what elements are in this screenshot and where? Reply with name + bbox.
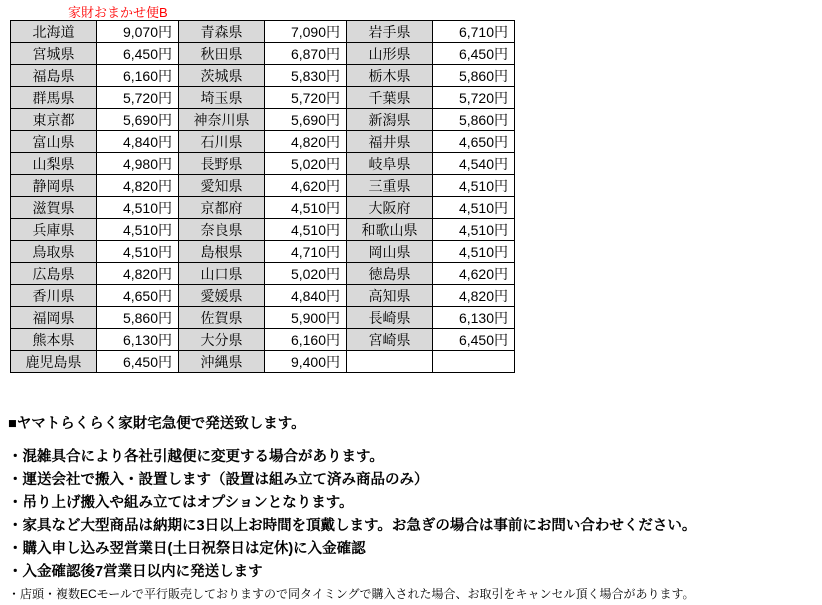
table-row (11, 351, 515, 373)
prefecture-price-cell: 4,620円 (265, 175, 347, 197)
prefecture-name-cell: 青森県 (179, 21, 265, 43)
prefecture-price-cell: 6,160円 (97, 65, 179, 87)
prefecture-price-cell: 4,510円 (433, 175, 515, 197)
prefecture-price-cell: 5,900円 (265, 307, 347, 329)
prefecture-name-cell: 島根県 (179, 241, 265, 263)
table-row (11, 21, 515, 43)
prefecture-price-cell: 4,820円 (265, 131, 347, 153)
table-row (11, 43, 515, 65)
prefecture-price-cell: 4,510円 (97, 241, 179, 263)
note-item: ・吊り上げ搬入や組み立てはオプションとなります。 (8, 495, 354, 511)
prefecture-price-cell: 5,860円 (97, 307, 179, 329)
prefecture-price-cell: 4,510円 (265, 197, 347, 219)
prefecture-name-cell: 群馬県 (11, 87, 97, 109)
shipping-fare-table (10, 20, 515, 373)
prefecture-name-cell: 香川県 (11, 285, 97, 307)
prefecture-name-cell: 徳島県 (347, 263, 433, 285)
prefecture-price-cell: 6,870円 (265, 43, 347, 65)
prefecture-price-cell: 4,510円 (433, 219, 515, 241)
prefecture-price-cell: 4,820円 (433, 285, 515, 307)
prefecture-name-cell: 千葉県 (347, 87, 433, 109)
prefecture-price-cell: 6,450円 (433, 329, 515, 351)
prefecture-name-cell: 福岡県 (11, 307, 97, 329)
prefecture-price-cell: 5,860円 (433, 65, 515, 87)
page-title: 家財おまかせ便B (68, 5, 168, 20)
prefecture-price-cell: 4,820円 (97, 175, 179, 197)
prefecture-name-cell: 大阪府 (347, 197, 433, 219)
prefecture-name-cell: 石川県 (179, 131, 265, 153)
prefecture-price-cell: 5,690円 (265, 109, 347, 131)
prefecture-price-cell: 5,860円 (433, 109, 515, 131)
prefecture-name-cell: 福井県 (347, 131, 433, 153)
prefecture-name-cell: 佐賀県 (179, 307, 265, 329)
prefecture-name-cell: 秋田県 (179, 43, 265, 65)
prefecture-price-cell: 9,070円 (97, 21, 179, 43)
prefecture-name-cell: 大分県 (179, 329, 265, 351)
prefecture-name-cell: 高知県 (347, 285, 433, 307)
prefecture-price-cell: 9,400円 (265, 351, 347, 373)
prefecture-name-cell: 北海道 (11, 21, 97, 43)
prefecture-name-cell: 岡山県 (347, 241, 433, 263)
prefecture-price-cell: 4,510円 (433, 241, 515, 263)
prefecture-name-cell: 広島県 (11, 263, 97, 285)
prefecture-price-cell: 4,650円 (97, 285, 179, 307)
prefecture-price-cell: 4,820円 (97, 263, 179, 285)
prefecture-name-cell: 愛知県 (179, 175, 265, 197)
table-row (11, 65, 515, 87)
notes-list (8, 447, 808, 602)
table-row (11, 87, 515, 109)
prefecture-name-cell: 京都府 (179, 197, 265, 219)
prefecture-price-cell: 6,130円 (97, 329, 179, 351)
prefecture-price-cell: 4,840円 (265, 285, 347, 307)
table-row (11, 263, 515, 285)
notes-heading: ■ヤマトらくらく家財宅急便で発送致します。 (8, 416, 306, 432)
prefecture-price-cell: 4,510円 (97, 197, 179, 219)
prefecture-name-cell: 岐阜県 (347, 153, 433, 175)
prefecture-name-cell: 静岡県 (11, 175, 97, 197)
prefecture-price-cell: 4,510円 (265, 219, 347, 241)
prefecture-price-cell: 5,720円 (265, 87, 347, 109)
prefecture-price-cell: 5,720円 (433, 87, 515, 109)
prefecture-price-cell: 4,510円 (433, 197, 515, 219)
notes-section (8, 412, 808, 605)
prefecture-price-cell: 4,980円 (97, 153, 179, 175)
prefecture-price-cell: 4,710円 (265, 241, 347, 263)
prefecture-name-cell: 富山県 (11, 131, 97, 153)
table-row (11, 109, 515, 131)
note-item: ・入金確認後7営業日以内に発送します (8, 564, 263, 580)
prefecture-name-cell: 兵庫県 (11, 219, 97, 241)
prefecture-name-cell: 宮崎県 (347, 329, 433, 351)
prefecture-price-cell: 6,450円 (97, 351, 179, 373)
prefecture-name-cell: 長崎県 (347, 307, 433, 329)
prefecture-name-cell: 鹿児島県 (11, 351, 97, 373)
prefecture-name-cell: 三重県 (347, 175, 433, 197)
note-item: ・混雑具合により各社引越便に変更する場合があります。 (8, 449, 384, 465)
prefecture-price-cell: 6,710円 (433, 21, 515, 43)
prefecture-name-cell: 岩手県 (347, 21, 433, 43)
table-row (11, 219, 515, 241)
prefecture-name-cell: 神奈川県 (179, 109, 265, 131)
prefecture-price-cell: 5,720円 (97, 87, 179, 109)
prefecture-name-cell: 沖縄県 (179, 351, 265, 373)
prefecture-price-cell: 5,020円 (265, 153, 347, 175)
prefecture-name-cell: 福島県 (11, 65, 97, 87)
prefecture-price-cell: 6,450円 (433, 43, 515, 65)
prefecture-name-cell: 長野県 (179, 153, 265, 175)
table-cell-empty (347, 351, 433, 373)
prefecture-name-cell: 滋賀県 (11, 197, 97, 219)
table-row (11, 197, 515, 219)
fare-table-body (11, 21, 515, 373)
prefecture-name-cell: 山口県 (179, 263, 265, 285)
prefecture-price-cell: 6,450円 (97, 43, 179, 65)
prefecture-price-cell: 7,090円 (265, 21, 347, 43)
prefecture-name-cell: 奈良県 (179, 219, 265, 241)
table-row (11, 241, 515, 263)
note-item: ・運送会社で搬入・設置します（設置は組み立て済み商品のみ） (8, 472, 429, 488)
prefecture-name-cell: 鳥取県 (11, 241, 97, 263)
prefecture-price-cell: 5,830円 (265, 65, 347, 87)
prefecture-name-cell: 東京都 (11, 109, 97, 131)
prefecture-name-cell: 茨城県 (179, 65, 265, 87)
prefecture-name-cell: 熊本県 (11, 329, 97, 351)
prefecture-price-cell: 4,840円 (97, 131, 179, 153)
prefecture-price-cell: 4,620円 (433, 263, 515, 285)
prefecture-name-cell: 愛媛県 (179, 285, 265, 307)
note-item: ・家具など大型商品は納期に3日以上お時間を頂戴します。お急ぎの場合は事前にお問い合わせください。 (8, 518, 697, 534)
prefecture-name-cell: 新潟県 (347, 109, 433, 131)
note-item: ・購入申し込み翌営業日(土日祝祭日は定休)に入金確認 (8, 541, 366, 557)
table-row (11, 285, 515, 307)
prefecture-name-cell: 宮城県 (11, 43, 97, 65)
prefecture-name-cell: 栃木県 (347, 65, 433, 87)
prefecture-price-cell: 4,650円 (433, 131, 515, 153)
table-row (11, 175, 515, 197)
table-cell-empty (433, 351, 515, 373)
table-row (11, 153, 515, 175)
note-fine-print: ・店頭・複数ECモールで平行販売しておりますので同タイミングで購入された場合、お取引をキャンセル頂く場合があります。 (8, 587, 695, 601)
table-row (11, 131, 515, 153)
prefecture-price-cell: 4,510円 (97, 219, 179, 241)
prefecture-name-cell: 山梨県 (11, 153, 97, 175)
table-row (11, 329, 515, 351)
table-row (11, 307, 515, 329)
prefecture-name-cell: 埼玉県 (179, 87, 265, 109)
prefecture-price-cell: 5,690円 (97, 109, 179, 131)
prefecture-price-cell: 5,020円 (265, 263, 347, 285)
prefecture-price-cell: 4,540円 (433, 153, 515, 175)
prefecture-price-cell: 6,160円 (265, 329, 347, 351)
prefecture-name-cell: 和歌山県 (347, 219, 433, 241)
prefecture-price-cell: 6,130円 (433, 307, 515, 329)
prefecture-name-cell: 山形県 (347, 43, 433, 65)
